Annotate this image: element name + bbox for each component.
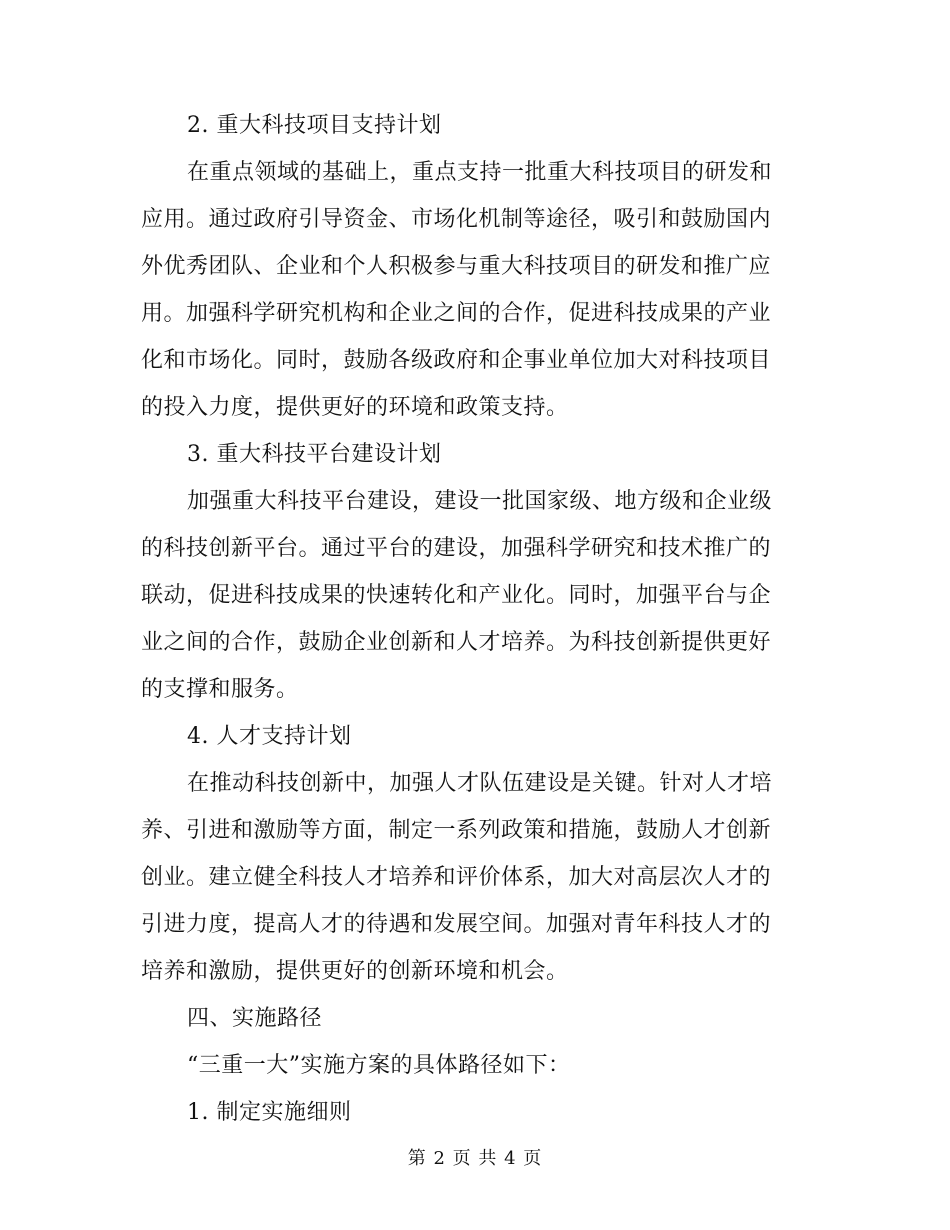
section-heading — [141, 1089, 801, 1136]
paragraph-line: 加强重大科技平台建设，建设一批国家级、地方级和企业级 — [187, 489, 773, 514]
heading-text: 四、实施路径 — [187, 1006, 323, 1031]
paragraph — [141, 760, 801, 995]
paragraph — [141, 1042, 801, 1089]
paragraph-line: 外优秀团队、企业和个人积极参与重大科技项目的研发和推广应 — [141, 254, 772, 279]
paragraph-line: 用。加强科学研究机构和企业之间的合作，促进科技成果的产业 — [141, 301, 772, 326]
paragraph-line: 引进力度，提高人才的待遇和发展空间。加强对青年科技人才的 — [141, 912, 772, 937]
paragraph-line: 的支撑和服务。 — [141, 677, 299, 702]
paragraph-line: 创业。建立健全科技人才培养和评价体系，加大对高层次人才的 — [141, 865, 772, 890]
paragraph-line: 养、引进和激励等方面，制定一系列政策和措施，鼓励人才创新 — [141, 818, 772, 843]
heading-text: 2. 重大科技项目支持计划 — [187, 113, 442, 138]
paragraph-line: 业之间的合作，鼓励企业创新和人才培养。为科技创新提供更好 — [141, 630, 772, 655]
paragraph — [141, 149, 801, 431]
page-footer: 第 2 页 共 4 页 — [407, 1148, 543, 1169]
paragraph — [141, 478, 801, 713]
section-heading — [141, 102, 801, 149]
paragraph-line: 的投入力度，提供更好的环境和政策支持。 — [141, 395, 569, 420]
heading-text: 1. 制定实施细则 — [187, 1100, 352, 1125]
paragraph-line: 化和市场化。同时，鼓励各级政府和企事业单位加大对科技项目 — [141, 348, 772, 373]
paragraph-line: 在重点领域的基础上，重点支持一批重大科技项目的研发和 — [187, 160, 773, 185]
paragraph-line: 联动，促进科技成果的快速转化和产业化。同时，加强平台与企 — [141, 583, 772, 608]
heading-text: 3. 重大科技平台建设计划 — [187, 442, 442, 467]
paragraph-line: 的科技创新平台。通过平台的建设，加强科学研究和技术推广的 — [141, 536, 772, 561]
document-body — [141, 102, 801, 1136]
heading-text: 4. 人才支持计划 — [187, 724, 352, 749]
section-heading — [141, 713, 801, 760]
paragraph-line: 培养和激励，提供更好的创新环境和机会。 — [141, 959, 569, 984]
section-heading — [141, 995, 801, 1042]
paragraph-line: “三重一大”实施方案的具体路径如下： — [187, 1053, 571, 1078]
paragraph-line: 在推动科技创新中，加强人才队伍建设是关键。针对人才培 — [187, 771, 773, 796]
paragraph-line: 应用。通过政府引导资金、市场化机制等途径，吸引和鼓励国内 — [141, 207, 772, 232]
section-heading — [141, 431, 801, 478]
